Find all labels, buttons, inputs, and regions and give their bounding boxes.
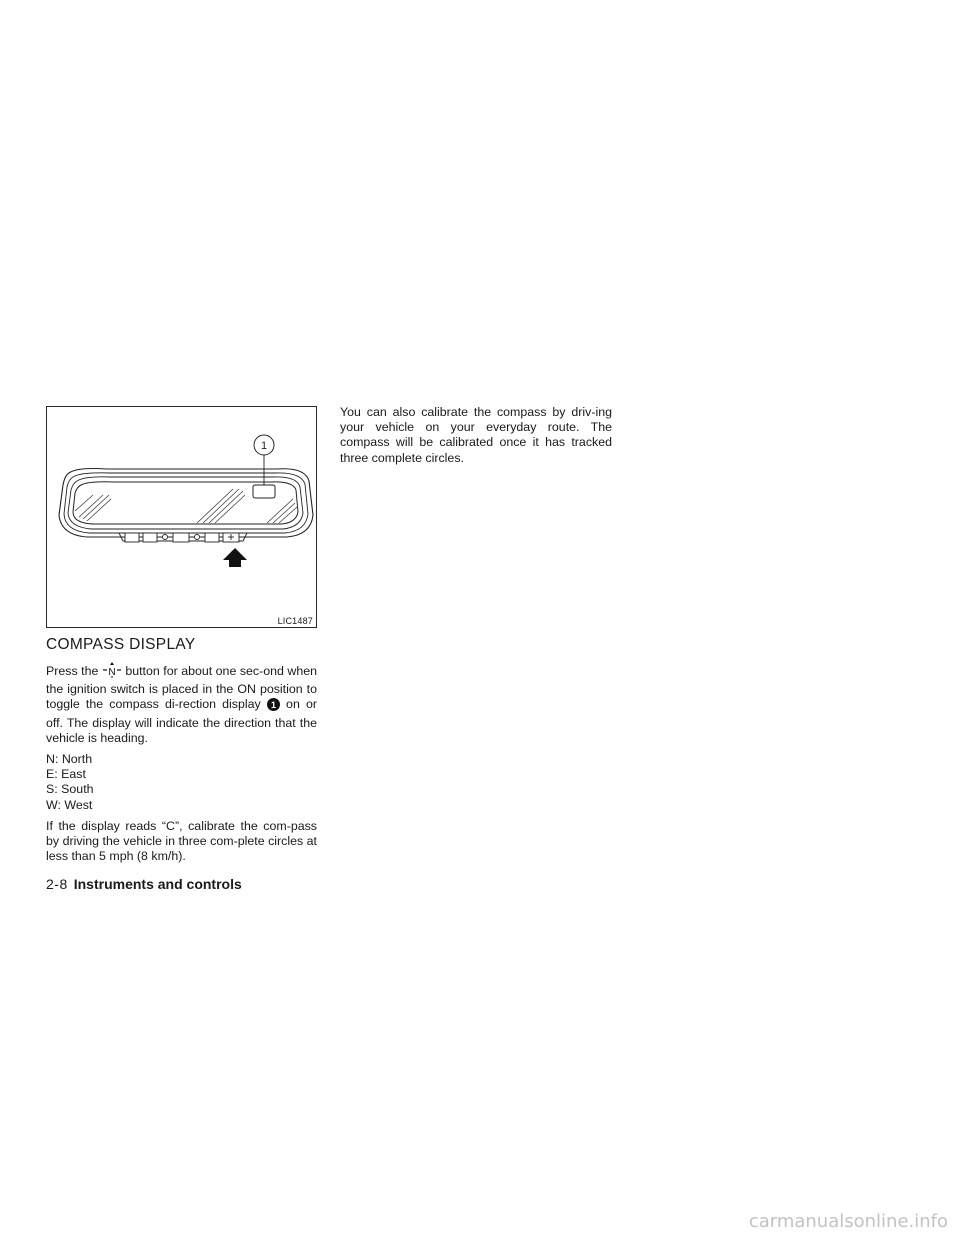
left-column (46, 662, 317, 870)
direction-list (46, 752, 317, 813)
figure-callout-label: 1 (260, 440, 268, 452)
circled-number-1-icon (267, 698, 280, 715)
direction-north: N: North (46, 752, 93, 767)
footer-section-title: Instruments and controls (73, 876, 242, 892)
paragraph-1 (46, 662, 317, 746)
paragraph-3: You can also calibrate the compass by driv-ing your vehicle on your everyday route. The compass will be calibrated once it has tracked three complete circles. (340, 405, 612, 465)
watermark: carmanualsonline.info (748, 1211, 948, 1232)
paragraph-1-text-c: on or off. The display will indicate the direction that the vehicle is heading. (46, 697, 318, 745)
up-arrow-icon (223, 548, 247, 567)
callout-number: 1 (270, 700, 276, 711)
direction-south: S: South (46, 782, 94, 797)
right-column (340, 405, 612, 472)
mirror-figure (46, 406, 317, 628)
paragraph-1-text-b: button for about one sec-ond when the ignition switch is placed in the ON position to toggle the compass di-rection display (46, 664, 317, 712)
direction-west: W: West (46, 797, 93, 812)
paragraph-2: If the display reads “C”, calibrate the com-pass by driving the vehicle in three com-plete circles at less than 5 mph (8 km/h). (46, 818, 317, 864)
page-number: 2-8 (46, 876, 68, 892)
direction-east: E: East (46, 767, 86, 782)
compass-n-icon (102, 662, 122, 682)
rearview-mirror-illustration (47, 407, 318, 629)
svg-text:N: N (108, 667, 116, 678)
paragraph-1-text-a: Press the (46, 664, 102, 678)
figure-code: LIC1487 (277, 616, 313, 626)
page-footer (46, 876, 242, 892)
section-title: COMPASS DISPLAY (46, 636, 196, 653)
